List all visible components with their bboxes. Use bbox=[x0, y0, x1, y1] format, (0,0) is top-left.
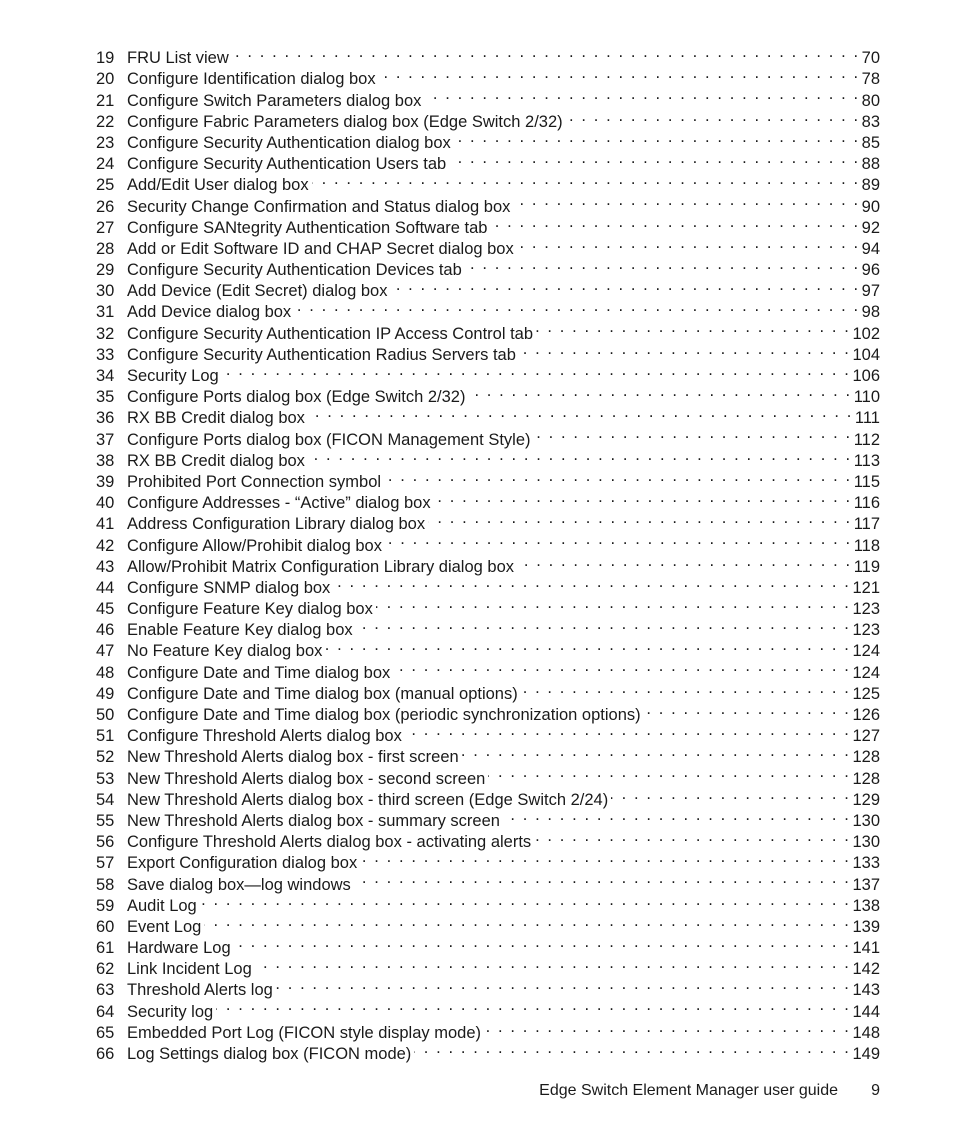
toc-dot-leader bbox=[534, 423, 852, 444]
toc-dot-leader bbox=[449, 148, 859, 169]
toc-entry-number: 60 bbox=[96, 917, 115, 936]
toc-entry-title[interactable]: Configure Date and Time dialog box bbox=[127, 663, 391, 682]
toc-entry-page[interactable]: 110 bbox=[853, 388, 880, 407]
toc-entry-title[interactable]: Hardware Log bbox=[127, 939, 231, 958]
toc-dot-leader bbox=[325, 635, 850, 656]
toc-entry-title[interactable]: Configure Fabric Parameters dialog box (Edge Switch 2/32) bbox=[127, 112, 563, 131]
toc-entry-page[interactable]: 90 bbox=[861, 197, 880, 216]
toc-entry-page[interactable]: 119 bbox=[853, 557, 880, 576]
toc-entry-page[interactable]: 118 bbox=[853, 536, 880, 555]
toc-entry-page[interactable]: 85 bbox=[861, 133, 880, 152]
toc-entry-page[interactable]: 106 bbox=[852, 367, 880, 385]
toc-entry-number: 35 bbox=[96, 388, 115, 407]
toc-dot-leader bbox=[454, 127, 860, 148]
toc-entry-page[interactable]: 126 bbox=[852, 706, 880, 724]
toc-entry-title[interactable]: New Threshold Alerts dialog box - second screen bbox=[127, 769, 486, 788]
toc-dot-leader bbox=[384, 466, 852, 487]
toc-entry-title[interactable]: RX BB Credit dialog box bbox=[127, 451, 305, 470]
footer-page-number: 9 bbox=[871, 1082, 880, 1099]
toc-entry-number: 63 bbox=[96, 981, 115, 1000]
toc-entry-number: 47 bbox=[96, 642, 115, 661]
toc-entry-page[interactable]: 141 bbox=[852, 939, 880, 958]
toc-entry-title[interactable]: Add Device dialog box bbox=[127, 303, 292, 322]
toc-entry-page[interactable]: 124 bbox=[852, 663, 880, 682]
toc-entry-title[interactable]: New Threshold Alerts dialog box - first screen bbox=[127, 748, 459, 767]
toc-entry-number: 39 bbox=[96, 472, 115, 491]
toc-entry-number: 27 bbox=[96, 218, 115, 237]
toc-entry-title[interactable]: Configure Ports dialog box (FICON Management Style) bbox=[127, 430, 531, 449]
footer-document-title: Edge Switch Element Manager user guide bbox=[539, 1082, 838, 1099]
toc-entry-title[interactable]: Enable Feature Key dialog box bbox=[127, 621, 353, 640]
toc-entry-number: 55 bbox=[96, 811, 115, 830]
toc-entry-page[interactable]: 70 bbox=[861, 49, 880, 68]
toc-entry-page[interactable]: 115 bbox=[853, 472, 880, 491]
toc-entry-title[interactable]: Configure Ports dialog box (Edge Switch 2/32) bbox=[127, 388, 466, 407]
toc-dot-leader bbox=[490, 212, 859, 233]
toc-entry-number: 33 bbox=[96, 345, 115, 364]
toc-entry-page[interactable]: 130 bbox=[852, 833, 880, 852]
toc-entry-page[interactable]: 121 bbox=[852, 578, 880, 597]
toc-entry-title[interactable]: Prohibited Port Connection symbol bbox=[127, 472, 382, 491]
toc-entry-page[interactable]: 117 bbox=[853, 515, 880, 534]
toc-dot-leader bbox=[428, 508, 852, 529]
toc-entry-page[interactable]: 144 bbox=[852, 1002, 880, 1021]
toc-dot-leader bbox=[294, 296, 859, 317]
toc-entry-number: 30 bbox=[96, 282, 115, 301]
toc-dot-leader bbox=[376, 593, 851, 614]
toc-entry-number: 45 bbox=[96, 600, 115, 619]
toc-entry-number: 64 bbox=[96, 1002, 115, 1021]
toc-entry-number: 65 bbox=[96, 1023, 115, 1042]
toc-dot-leader bbox=[232, 42, 860, 63]
toc-entry-page[interactable]: 128 bbox=[852, 748, 880, 767]
toc-entry-number: 58 bbox=[96, 875, 115, 894]
toc-entry-number: 34 bbox=[96, 367, 115, 385]
toc-dot-leader bbox=[216, 995, 850, 1016]
toc-entry-number: 20 bbox=[96, 70, 115, 89]
toc-entry-title[interactable]: Add/Edit User dialog box bbox=[127, 176, 309, 195]
toc-entry-page[interactable]: 139 bbox=[852, 917, 880, 936]
toc-entry-page[interactable]: 123 bbox=[852, 621, 880, 640]
toc-dot-leader bbox=[536, 317, 850, 338]
toc-entry-page[interactable]: 129 bbox=[852, 790, 880, 809]
toc-entry-title[interactable]: Add Device (Edit Secret) dialog box bbox=[127, 282, 388, 301]
toc-entry-title[interactable]: Configure Feature Key dialog box bbox=[127, 600, 373, 619]
toc-entry-page[interactable]: 123 bbox=[852, 600, 880, 619]
toc-entry-title[interactable]: Configure Threshold Alerts dialog box - activating alerts bbox=[127, 833, 532, 852]
toc-entry-title[interactable]: Configure Allow/Prohibit dialog box bbox=[127, 536, 382, 555]
toc-entry-title[interactable]: Save dialog box—log windows bbox=[127, 875, 351, 894]
toc-dot-leader bbox=[611, 784, 850, 805]
toc-entry-number: 25 bbox=[96, 176, 115, 195]
toc-dot-leader bbox=[354, 868, 851, 889]
toc-entry-page[interactable]: 92 bbox=[861, 218, 880, 237]
toc-entry-page[interactable]: 138 bbox=[852, 896, 880, 915]
toc-entry-page[interactable]: 149 bbox=[852, 1045, 880, 1063]
toc-entry-number: 62 bbox=[96, 960, 115, 979]
toc-entry-number: 49 bbox=[96, 684, 115, 703]
toc-dot-leader bbox=[333, 572, 850, 593]
toc-entry-title[interactable]: Security log bbox=[127, 1002, 214, 1021]
toc-entry[interactable] bbox=[96, 42, 880, 68]
toc-entry-title[interactable]: New Threshold Alerts dialog box - third screen (Edge Switch 2/24) bbox=[127, 790, 609, 809]
toc-entry-number: 51 bbox=[96, 727, 115, 746]
toc-entry-number: 40 bbox=[96, 494, 115, 513]
toc-entry-number: 38 bbox=[96, 451, 115, 470]
toc-entry-page[interactable]: 128 bbox=[852, 769, 880, 788]
toc-dot-leader bbox=[276, 974, 851, 995]
toc-entry-number: 23 bbox=[96, 133, 115, 152]
figures-list bbox=[96, 42, 880, 1063]
toc-dot-leader bbox=[379, 63, 860, 84]
toc-entry-title[interactable]: Audit Log bbox=[127, 896, 197, 915]
toc-entry-title[interactable]: RX BB Credit dialog box bbox=[127, 409, 305, 428]
toc-entry-title[interactable]: Allow/Prohibit Matrix Configuration Library dialog box bbox=[127, 557, 515, 576]
toc-entry-page[interactable]: 137 bbox=[852, 875, 880, 894]
toc-dot-leader bbox=[204, 911, 850, 932]
toc-entry[interactable] bbox=[96, 890, 880, 915]
toc-dot-leader bbox=[385, 529, 852, 550]
toc-entry-title[interactable]: Configure SANtegrity Authentication Software tab bbox=[127, 218, 488, 237]
toc-dot-leader bbox=[255, 953, 851, 974]
toc-entry-number: 42 bbox=[96, 536, 115, 555]
toc-entry-title[interactable]: New Threshold Alerts dialog box - summary screen bbox=[127, 811, 500, 830]
toc-dot-leader bbox=[312, 169, 860, 190]
toc-dot-leader bbox=[393, 656, 850, 677]
toc-entry-page[interactable]: 97 bbox=[861, 282, 880, 301]
toc-dot-leader bbox=[356, 614, 851, 635]
toc-dot-leader bbox=[405, 720, 851, 741]
toc-dot-leader bbox=[308, 445, 852, 466]
toc-entry-number: 24 bbox=[96, 155, 115, 174]
toc-entry-number: 59 bbox=[96, 896, 115, 915]
toc-entry-page[interactable]: 102 bbox=[852, 324, 880, 343]
toc-entry-page[interactable]: 113 bbox=[853, 451, 880, 470]
toc-entry-page[interactable]: 94 bbox=[861, 239, 880, 258]
toc-dot-leader bbox=[390, 275, 859, 296]
toc-entry-number: 36 bbox=[96, 409, 115, 428]
toc-dot-leader bbox=[462, 741, 851, 762]
toc-dot-leader bbox=[644, 699, 851, 720]
toc-entry-title[interactable]: Security Log bbox=[127, 367, 219, 385]
toc-entry-page[interactable]: 78 bbox=[861, 70, 880, 89]
toc-dot-leader bbox=[222, 360, 851, 381]
toc-dot-leader bbox=[513, 190, 859, 211]
toc-entry-title[interactable]: Address Configuration Library dialog box bbox=[127, 515, 426, 534]
toc-entry-page[interactable]: 112 bbox=[853, 430, 880, 449]
toc-entry-page[interactable]: 124 bbox=[852, 642, 880, 661]
toc-entry-title[interactable]: Configure Date and Time dialog box (manual options) bbox=[127, 684, 518, 703]
toc-dot-leader bbox=[434, 487, 852, 508]
toc-entry-page[interactable]: 83 bbox=[861, 112, 880, 131]
toc-entry-number: 66 bbox=[96, 1045, 115, 1063]
toc-dot-leader bbox=[234, 932, 851, 953]
toc-dot-leader bbox=[465, 254, 860, 275]
toc-entry-number: 43 bbox=[96, 557, 115, 576]
toc-dot-leader bbox=[484, 1017, 850, 1038]
toc-entry-title[interactable]: Link Incident Log bbox=[127, 960, 252, 979]
toc-entry-number: 28 bbox=[96, 239, 115, 258]
toc-entry-number: 50 bbox=[96, 706, 115, 724]
toc-entry-number: 29 bbox=[96, 261, 115, 280]
toc-entry-number: 37 bbox=[96, 430, 115, 449]
toc-entry-number: 21 bbox=[96, 91, 115, 110]
toc-entry-title[interactable]: Configure Security Authentication IP Access Control tab bbox=[127, 324, 534, 343]
toc-entry-title[interactable]: Embedded Port Log (FICON style display mode) bbox=[127, 1023, 481, 1042]
toc-entry-number: 52 bbox=[96, 748, 115, 767]
toc-dot-leader bbox=[414, 1038, 850, 1059]
toc-entry-number: 26 bbox=[96, 197, 115, 216]
toc-entry-title[interactable]: Configure Security Authentication Radius Servers tab bbox=[127, 345, 516, 364]
toc-entry-page[interactable]: 143 bbox=[852, 981, 880, 1000]
toc-entry-number: 44 bbox=[96, 578, 115, 597]
toc-dot-leader bbox=[200, 890, 851, 911]
toc-entry-page[interactable]: 133 bbox=[852, 854, 880, 873]
toc-entry-number: 54 bbox=[96, 790, 115, 809]
toc-entry-number: 46 bbox=[96, 621, 115, 640]
toc-entry-title[interactable]: Configure Security Authentication Devices tab bbox=[127, 261, 462, 280]
toc-entry-page[interactable]: 116 bbox=[853, 494, 880, 513]
toc-entry-number: 31 bbox=[96, 303, 115, 322]
toc-entry-title[interactable]: Configure Identification dialog box bbox=[127, 70, 376, 89]
toc-entry-number: 56 bbox=[96, 833, 115, 852]
toc-dot-leader bbox=[534, 826, 850, 847]
toc-entry-title[interactable]: Configure Switch Parameters dialog box bbox=[127, 91, 422, 110]
toc-entry-title[interactable]: Configure Date and Time dialog box (periodic synchronization options) bbox=[127, 706, 641, 724]
toc-entry-title[interactable]: Configure Addresses - “Active” dialog box bbox=[127, 494, 431, 513]
toc-entry-page[interactable]: 142 bbox=[852, 960, 880, 979]
toc-entry-title[interactable]: Configure SNMP dialog box bbox=[127, 578, 331, 597]
toc-entry-title[interactable]: No Feature Key dialog box bbox=[127, 642, 323, 661]
toc-dot-leader bbox=[488, 762, 850, 783]
toc-dot-leader bbox=[503, 805, 851, 826]
toc-entry-page[interactable]: 96 bbox=[861, 261, 880, 280]
toc-entry-number: 22 bbox=[96, 112, 115, 131]
toc-entry[interactable] bbox=[96, 911, 880, 936]
toc-dot-leader bbox=[360, 847, 850, 868]
toc-dot-leader bbox=[517, 551, 852, 572]
toc-dot-leader bbox=[468, 381, 851, 402]
toc-entry-page[interactable]: 130 bbox=[852, 811, 880, 830]
toc-entry-page[interactable]: 125 bbox=[852, 684, 880, 703]
toc-entry-number: 32 bbox=[96, 324, 115, 343]
toc-entry-number: 48 bbox=[96, 663, 115, 682]
toc-entry-title[interactable]: Security Change Confirmation and Status dialog box bbox=[127, 197, 511, 216]
toc-dot-leader bbox=[521, 678, 851, 699]
toc-entry-page[interactable]: 98 bbox=[861, 303, 880, 322]
toc-entry-page[interactable]: 104 bbox=[852, 345, 880, 364]
toc-entry-page[interactable]: 148 bbox=[852, 1023, 880, 1042]
toc-entry-title[interactable]: Add or Edit Software ID and CHAP Secret dialog box bbox=[127, 239, 514, 258]
toc-dot-leader bbox=[424, 84, 859, 105]
toc-entry-number: 41 bbox=[96, 515, 115, 534]
toc-entry-page[interactable]: 80 bbox=[861, 91, 880, 110]
toc-entry-title[interactable]: Threshold Alerts log bbox=[127, 981, 273, 1000]
toc-entry-page[interactable]: 127 bbox=[852, 727, 880, 746]
toc-entry-title[interactable]: Configure Threshold Alerts dialog box bbox=[127, 727, 402, 746]
toc-entry-title[interactable]: Log Settings dialog box (FICON mode) bbox=[127, 1045, 412, 1063]
toc-dot-leader bbox=[308, 402, 853, 423]
toc-dot-leader bbox=[519, 339, 851, 360]
toc-entry[interactable] bbox=[96, 932, 880, 958]
toc-entry-page[interactable]: 88 bbox=[861, 155, 880, 174]
toc-entry-number: 57 bbox=[96, 854, 115, 873]
toc-dot-leader bbox=[517, 233, 860, 254]
toc-entry-page[interactable]: 89 bbox=[861, 176, 880, 195]
toc-entry-title[interactable]: Export Configuration dialog box bbox=[127, 854, 358, 873]
toc-entry-title[interactable]: Event Log bbox=[127, 917, 202, 936]
toc-entry-title[interactable]: Configure Security Authentication Users tab bbox=[127, 155, 447, 174]
toc-dot-leader bbox=[566, 106, 860, 127]
toc-entry-page[interactable]: 111 bbox=[854, 409, 880, 428]
toc-entry-title[interactable]: FRU List view bbox=[127, 49, 229, 68]
toc-entry-number: 53 bbox=[96, 769, 115, 788]
toc-entry-number: 61 bbox=[96, 939, 115, 958]
toc-entry-title[interactable]: Configure Security Authentication dialog box bbox=[127, 133, 451, 152]
toc-entry-number: 19 bbox=[96, 49, 115, 68]
